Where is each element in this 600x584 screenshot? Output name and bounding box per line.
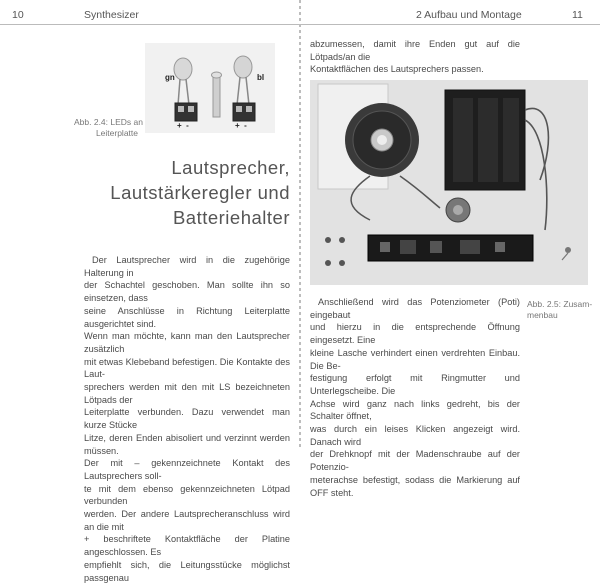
section-heading xyxy=(100,155,290,230)
body-line: festigung erfolgt mit Ringmutter und Unterlegscheibe. Die xyxy=(310,373,520,396)
heading-line: Lautsprecher, xyxy=(171,157,290,178)
body-line: Litze, deren Enden abisoliert und verzinnt werden müssen. xyxy=(84,432,290,456)
left-body-text xyxy=(84,254,290,584)
led-photo xyxy=(145,43,275,133)
led-polarity-right: + - xyxy=(235,121,247,130)
led-label-gn: gn xyxy=(165,73,175,82)
body-line: mit etwas Klebeband befestigen. Die Kontakte des Laut- xyxy=(84,356,290,380)
body-line: kleine Lasche verhindert einen verdrehten Einbau. Die Be- xyxy=(310,347,520,371)
caption-line: Abb. 2.4: LEDs an xyxy=(74,117,143,127)
heading-line: Lautstärkeregler und xyxy=(110,182,290,203)
body-line: und hierzu in die entsprechende Öffnung eingesetzt. Eine xyxy=(310,322,520,346)
body-line: Wenn man möchte, kann man den Lautsprecher zusätzlich xyxy=(84,331,290,354)
body-line: empfiehlt sich, die Leitungsstücke möglichst passgenau xyxy=(84,559,290,583)
body-line: sprechers werden mit den mit LS bezeichneten Lötpads der xyxy=(84,382,290,405)
figure-caption-left xyxy=(74,117,143,139)
header-rule-right xyxy=(301,24,600,25)
page-number-right: 11 xyxy=(572,9,583,21)
page-number-left: 10 xyxy=(12,9,24,21)
led-label-bl: bl xyxy=(257,73,265,82)
heading-line: Batteriehalter xyxy=(172,207,290,228)
chapter-label: 2 Aufbau und Montage xyxy=(416,9,522,21)
body-line: der Schachtel geschoben. Man sollte ihn so einsetzen, dass xyxy=(84,280,290,304)
body-line: te mit dem ebenso gekennzeichneten Lötpad verbunden xyxy=(84,483,290,507)
body-line: abzumessen, damit ihre Enden gut auf die Lötpads/an die xyxy=(310,39,520,62)
body-line: der Drehknopf mit der Madenschraube auf der Potenzio- xyxy=(310,449,520,473)
caption-line: menbau xyxy=(527,310,558,320)
figure-caption-right xyxy=(527,299,595,321)
running-title: Synthesizer xyxy=(84,9,139,21)
body-line: Leiterplatte verbunden. Dazu verwendet man kurze Stücke xyxy=(84,407,290,431)
caption-line: Abb. 2.5: Zusam- xyxy=(527,299,593,309)
led-polarity-left: + - xyxy=(177,121,189,130)
body-line: Kontaktflächen des Lautsprechers passen. xyxy=(310,64,484,75)
assembly-photo xyxy=(310,80,588,285)
body-line: meterachse befestigt, sodass die Markierung auf OFF steht. xyxy=(310,474,520,498)
body-line: + beschriftete Kontaktfläche der Platine angeschlossen. Es xyxy=(84,534,290,558)
body-line: Der mit – gekennzeichnete Kontakt des Lautsprechers soll- xyxy=(84,458,290,481)
left-page xyxy=(0,0,299,583)
body-line: werden. Der andere Lautsprecheranschluss wird an die mit xyxy=(84,509,290,532)
assembly-photo-graphic xyxy=(310,80,588,285)
right-intro-text xyxy=(310,38,520,76)
body-line: Anschließend wird das Potenziometer (Poti) eingebaut xyxy=(310,297,520,320)
right-page xyxy=(301,0,600,498)
header-rule-left xyxy=(0,24,299,25)
right-body-text xyxy=(310,296,520,499)
caption-line: Leiterplatte xyxy=(95,128,138,138)
body-line: Der Lautsprecher wird in die zugehörige Halterung in xyxy=(84,255,290,278)
body-line: Achse wird ganz nach links gedreht, bis der Schalter öffnet, xyxy=(310,398,520,422)
body-line: seine Anschlüsse in Richtung Leiterplatte ausgerichtet sind. xyxy=(84,305,290,329)
led-photo-graphic xyxy=(145,43,275,133)
body-line: was durch ein leises Klicken angezeigt wird. Danach wird xyxy=(310,424,520,447)
